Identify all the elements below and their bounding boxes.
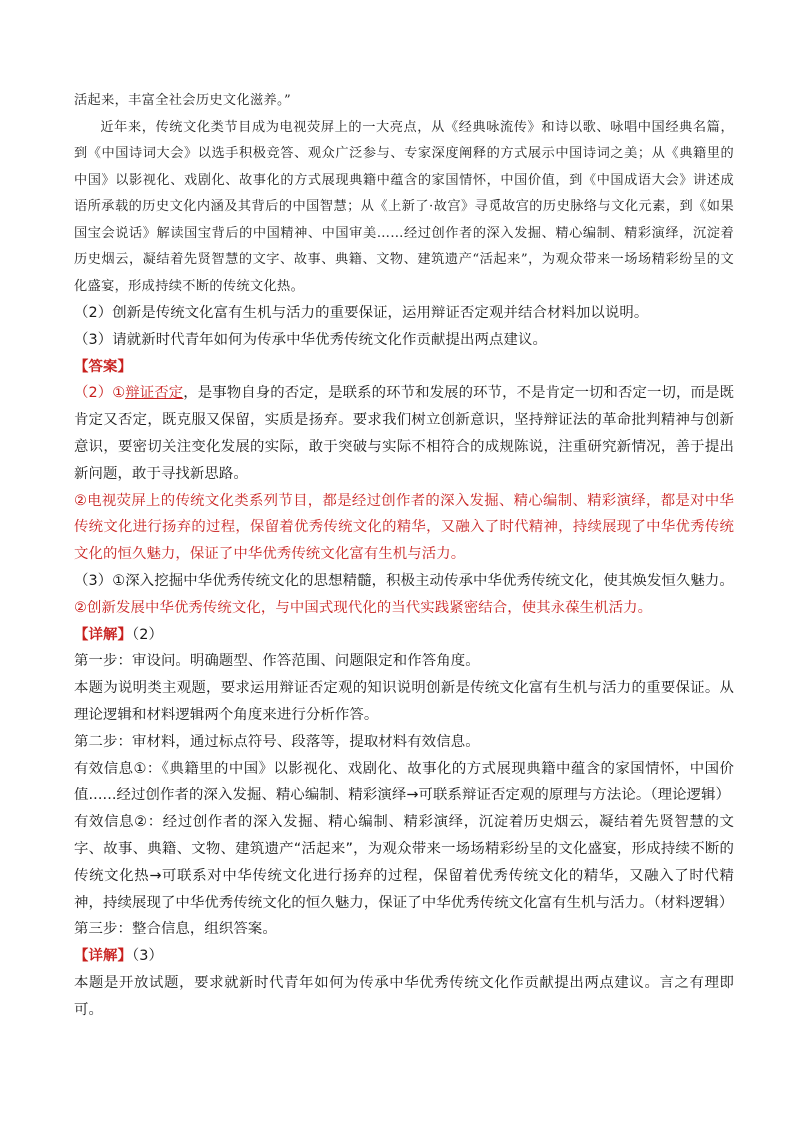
detail-2-step-1: 第一步：审设问。明确题型、作答范围、问题限定和作答角度。 — [74, 653, 480, 670]
detail-3-body: 本题是开放试题，要求就新时代青年如何为传承中华优秀传统文化作贡献提出两点建议。言之有理即可。 — [74, 974, 734, 1018]
detail-3-heading-suffix: （3） — [131, 948, 164, 965]
detail-2-heading-suffix: （2） — [131, 626, 164, 643]
detail-2-step-1-body: 本题为说明类主观题，要求运用辩证否定观的知识说明创新是传统文化富有生机与活力的重要保证。从理论逻辑和材料逻辑两个角度来进行分析作答。 — [74, 680, 734, 723]
answer-3-point-2: ②创新发展中华优秀传统文化，与中国式现代化的当代实践紧密结合，使其永葆生机活力。 — [74, 599, 653, 616]
question-2: （2）创新是传统文化富有生机与活力的重要保证，运用辩证否定观并结合材料加以说明。 — [74, 305, 649, 321]
answer-heading: 【答案】 — [74, 358, 132, 375]
answer-2-term: 辩证否定 — [125, 385, 184, 402]
detail-3-heading-line — [74, 943, 734, 970]
document-content — [74, 88, 734, 1024]
answer-3-point-1: （3）①深入挖掘中华优秀传统文化的思想精髓，积极主动传承中华优秀传统文化，使其焕发恒久魅力。 — [74, 572, 734, 589]
detail-2-info-2: 有效信息②：经过创作者的深入发掘、精心编制、精彩演绎，沉淀着历史烟云，凝结着先贤智慧的文字、故事、典籍、文物、建筑遗产“活起来”，为观众带来一场场精彩纷呈的文化盛宴，形成持续不断的传统文化热→可联系对中华传统文化进行扬弃的过程，保留着优秀传统文化的精华，又融入了时代精神，持续展现了中华优秀传统文化的恒久魅力，保证了中华优秀传统文化富有生机与活力。（材料逻辑） — [74, 814, 734, 911]
answer-2-marker: ① — [112, 385, 126, 402]
detail-2-step-2: 第二步：审材料，通过标点符号、段落等，提取材料有效信息。 — [74, 733, 480, 750]
answer-heading-line — [74, 354, 734, 381]
answer-2-point-1 — [74, 380, 734, 487]
answer-2-rest: ，是事物自身的否定，是联系的环节和发展的环节，不是肯定一切和否定一切，而是既肯定又否定，既克服又保留，实质是扬弃。要求我们树立创新意识，坚持辩证法的革命批判精神与创新意识，要密切关注变化发展的实际，敢于突破与实际不相符合的成规陈说，注重研究新情况，善于提出新问题，敢于寻找新思路。 — [74, 385, 734, 482]
answer-2-point-2: ②电视荧屏上的传统文化类系列节目，都是经过创作者的深入发掘、精心编制、精彩演绎，都是对中华传统文化进行扬弃的过程，保留着优秀传统文化的精华，又融入了时代精神，持续展现了中华优秀传统文化的恒久魅力，保证了中华优秀传统文化富有生机与活力。 — [74, 492, 734, 563]
detail-2-info-1: 有效信息①：《典籍里的中国》以影视化、戏剧化、故事化的方式展现典籍中蕴含的家国情怀，中国价值......经过创作者的深入发掘、精心编制、精彩演绎→可联系辩证否定观的原理与方法论。（理论逻辑） — [74, 760, 734, 804]
answer-2-prefix: （2） — [74, 385, 113, 402]
detail-2-heading-line — [74, 622, 734, 649]
passage-paragraph-2: 近年来，传统文化类节目成为电视荧屏上的一大亮点，从《经典咏流传》和诗以歌、咏唱中国经典名篇，到《中国诗词大会》以选手积极竞答、观众广泛参与、专家深度阐释的方式展示中国诗词之美；从《典籍里的中国》以影视化、戏剧化、故事化的方式展现典籍中蕴含的家国情怀，中国价值，到《中国成语大会》讲述成语所承载的历史文化内涵及其背后的中国智慧；从《上新了·故宫》寻觅故宫的历史脉络与文化元素，到《如果国宝会说话》解读国宝背后的中国精神、中国审美……经过创作者的深入发掘、精心编制、精彩演绎，沉淀着历史烟云，凝结着先贤智慧的文字、故事、典籍、文物、建筑遗产“活起来”，为观众带来一场场精彩纷呈的文化盛宴，形成持续不断的传统文化热。 — [74, 119, 734, 294]
detail-2-heading: 【详解】 — [74, 626, 132, 643]
detail-2-step-3: 第三步：整合信息，组织答案。 — [74, 921, 277, 938]
question-3: （3）请就新时代青年如何为传承中华优秀传统文化作贡献提出两点建议。 — [74, 331, 547, 348]
detail-3-heading: 【详解】 — [74, 948, 132, 965]
passage-line-1: 活起来，丰富全社会历史文化滋养。” — [74, 93, 292, 108]
